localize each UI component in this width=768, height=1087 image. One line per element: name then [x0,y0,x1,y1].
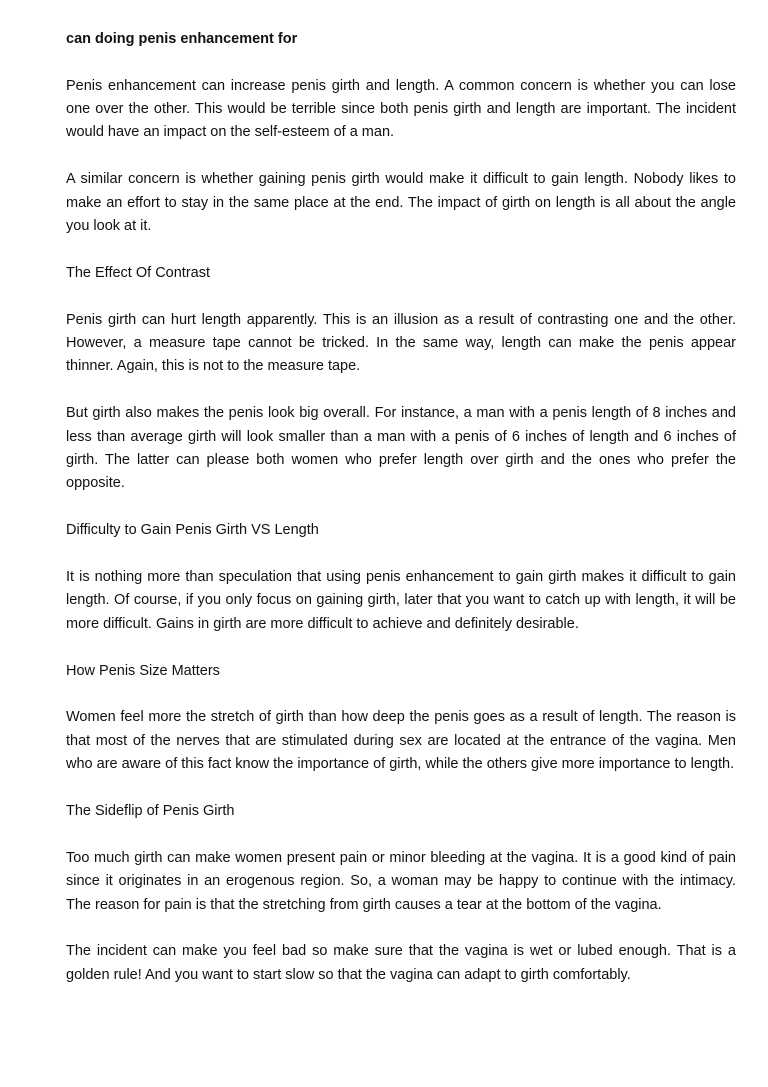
paragraph-contrast-illusion: Penis girth can hurt length apparently. This is an illusion as a result of contrasting one and the other. However, a measure tape cannot be tricked. In the same way, length can make the penis appear thinner. Again, this is not to the measure tape. [66,311,736,375]
document-page [66,28,736,1011]
paragraph-concern: A similar concern is whether gaining penis girth would make it difficult to gain length. Nobody likes to make an effort to stay in the same place at the end. The impact of girth on length is all about the angle you look at it. [66,171,736,234]
document-title: can doing penis enhancement for [66,31,298,47]
heading-how-size-matters: How Penis Size Matters [66,662,220,679]
heading-difficulty-to-gain: Difficulty to Gain Penis Girth VS Length [66,522,319,539]
paragraph-golden-rule: The incident can make you feel bad so make sure that the vagina is wet or lubed enough. That is a golden rule! And you want to start slow so that the vagina can adapt to girth comfortably. [66,943,736,983]
paragraph-stretch-of-girth: Women feel more the stretch of girth than how deep the penis goes as a result of length. The reason is that most of the nerves that are stimulated during sex are located at the entrance of the vagina. Men who are aware of this fact know the importance of girth, while the others give more importance to length. [66,709,736,773]
paragraph-girth-overall: But girth also makes the penis look big overall. For instance, a man with a penis length of 8 inches and less than average girth will look smaller than a man with a penis of 6 inches of length and 6 inches of girth. The latter can please both women who prefer length over girth and the ones who prefer the opposite. [66,405,736,492]
paragraph-speculation: It is nothing more than speculation that using penis enhancement to gain girth makes it difficult to gain length. Of course, if you only focus on gaining girth, later that you want to catch up with length, it will be more difficult. Gains in girth are more difficult to achieve and definitely desirable. [66,568,736,632]
paragraph-too-much-girth: Too much girth can make women present pain or minor bleeding at the vagina. It is a good kind of pain since it originates in an erogenous region. So, a woman may be happy to continue with the intimacy. The reason for pain is that the stretching from girth causes a tear at the bottom of the vagina. [66,849,736,913]
heading-sideflip-of-girth: The Sideflip of Penis Girth [66,802,235,819]
paragraph-intro: Penis enhancement can increase penis girth and length. A common concern is whether you can lose one over the other. This would be terrible since both penis girth and length are important. The incident would have an impact on the self-esteem of a man. [66,77,736,141]
heading-effect-of-contrast: The Effect Of Contrast [66,264,210,281]
